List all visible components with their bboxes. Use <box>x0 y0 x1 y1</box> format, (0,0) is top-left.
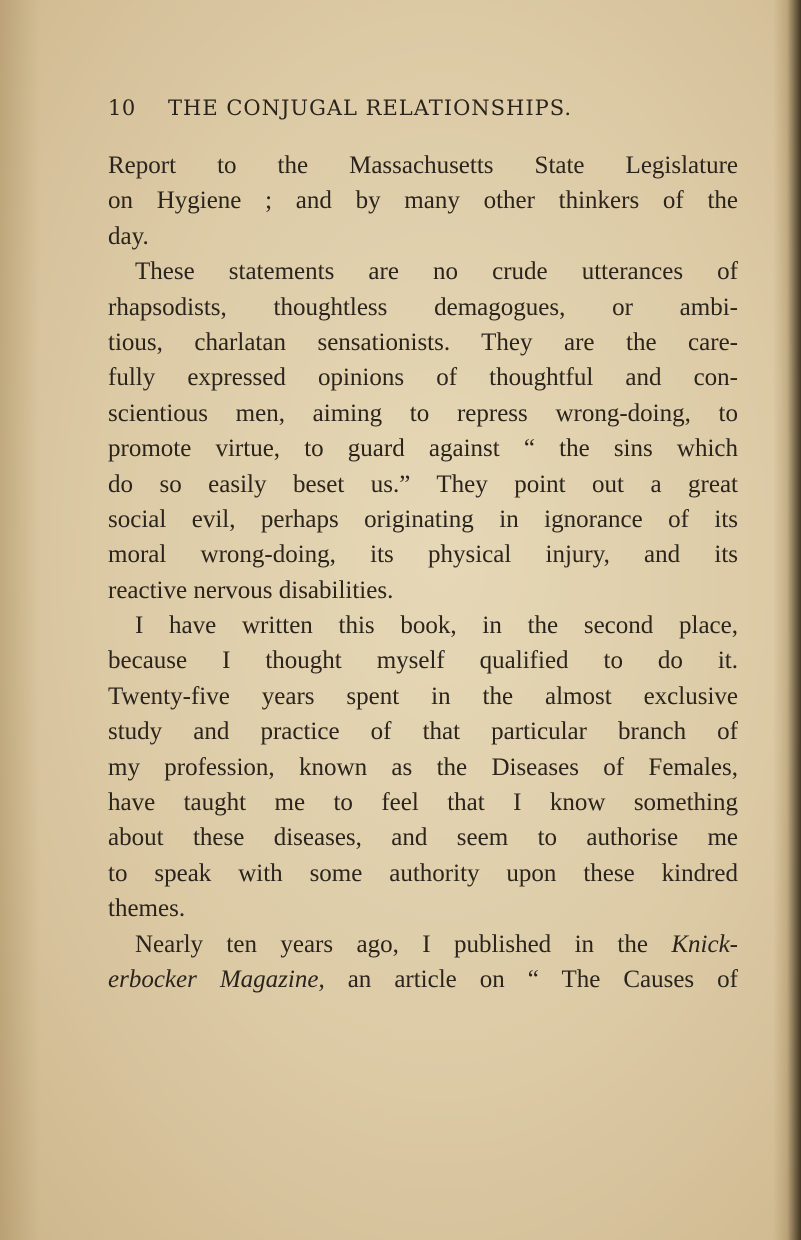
running-header <box>108 96 708 126</box>
text-line <box>108 962 738 997</box>
body-text <box>108 148 738 997</box>
magazine-title-part: erbocker Magazine, <box>108 965 325 993</box>
text-line: reactive nervous disabilities. <box>108 576 394 604</box>
text-line: Twenty-five years spent in the almost exclusive <box>108 682 738 710</box>
text-line <box>108 927 738 962</box>
text-line: I have written this book, in the second place, <box>135 612 738 640</box>
text-line: have taught me to feel that I know something <box>108 789 738 817</box>
text-line: do so easily beset us.” They point out a great <box>108 470 738 498</box>
running-title: THE CONJUGAL RELATIONSHIPS. <box>168 96 573 120</box>
page-gutter-shadow <box>0 0 40 1240</box>
text-line: tious, charlatan sensationists. They are the care- <box>108 328 738 356</box>
text-line: rhapsodists, thoughtless demagogues, or ambi- <box>108 293 738 321</box>
page-number: 10 <box>108 96 136 120</box>
text-line: study and practice of that particular branch of <box>108 718 738 746</box>
page-edge-shadow <box>773 0 801 1240</box>
text-line: scientious men, aiming to repress wrong-doing, to <box>108 399 738 427</box>
text-line: because I thought myself qualified to do it. <box>108 647 738 675</box>
text-line: on Hygiene ; and by many other thinkers of the <box>108 187 738 215</box>
text-line: themes. <box>108 895 186 923</box>
text-line: Report to the Massachusetts State Legislature <box>108 152 738 179</box>
magazine-title-part: Knick- <box>671 930 738 958</box>
text-run: an article on “ The Causes of <box>324 965 738 993</box>
text-line: promote virtue, to guard against “ the sins which <box>108 435 738 463</box>
text-line: to speak with some authority upon these kindred <box>108 859 738 887</box>
text-line: day. <box>108 222 149 250</box>
text-line: about these diseases, and seem to authorise me <box>108 824 738 852</box>
text-run: Nearly ten years ago, I published in the <box>135 930 672 958</box>
text-line: fully expressed opinions of thoughtful and con- <box>108 364 738 392</box>
text-line: These statements are no crude utterances of <box>135 258 738 286</box>
text-line: my profession, known as the Diseases of Females, <box>108 753 738 781</box>
text-line: social evil, perhaps originating in ignorance of its <box>108 505 738 533</box>
text-line: moral wrong-doing, its physical injury, and its <box>108 541 738 569</box>
